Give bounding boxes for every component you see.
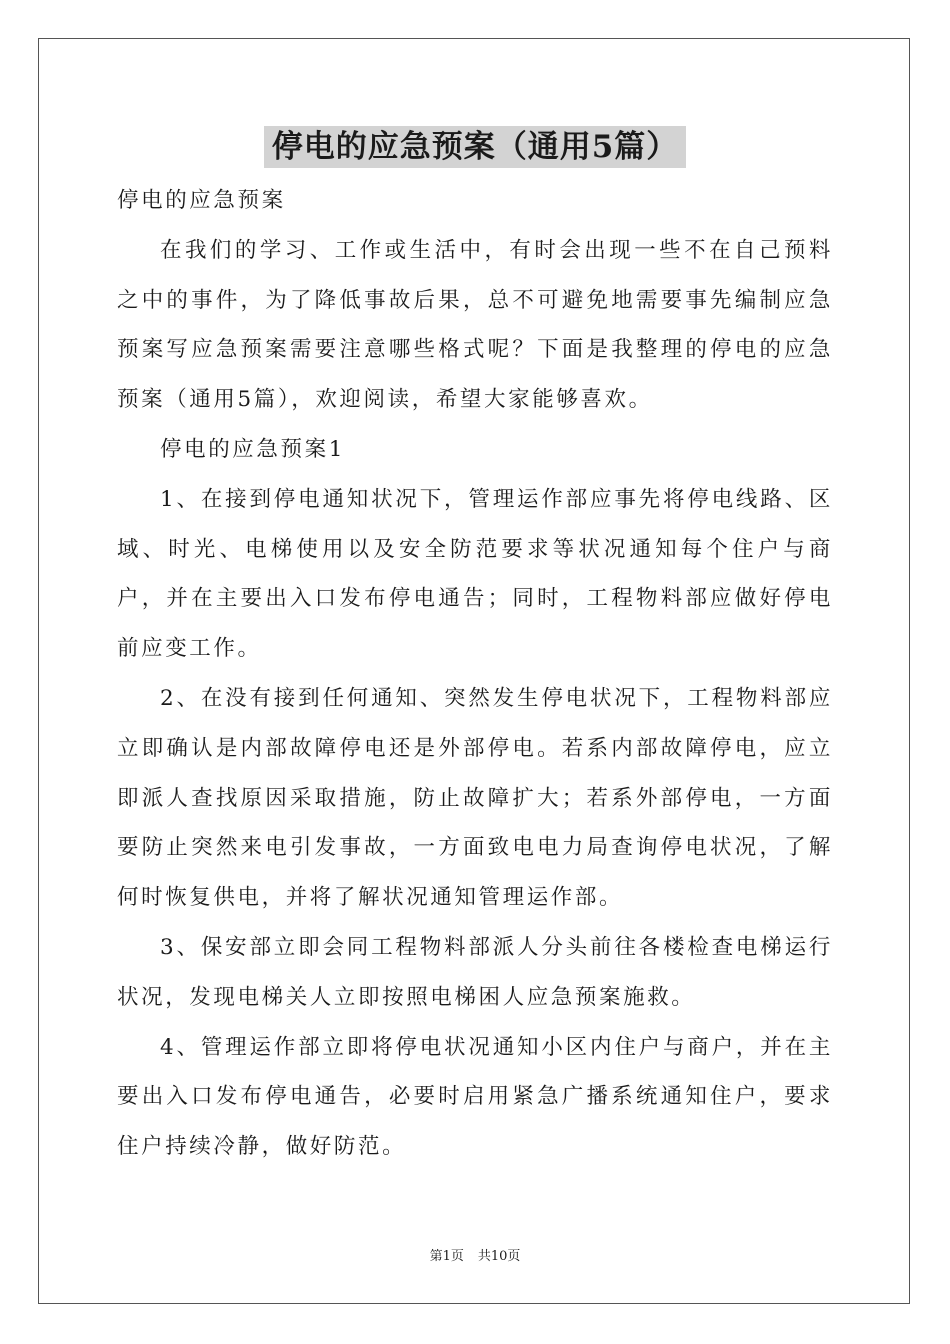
- page-footer: [0, 1248, 950, 1266]
- paragraph-item-3: 3、保安部立即会同工程物料部派人分头前往各楼检查电梯运行状况，发现电梯关人立即按照电梯困人应急预案施救。: [117, 934, 833, 1010]
- paragraph-intro: 在我们的学习、工作或生活中，有时会出现一些不在自己预料之中的事件，为了降低事故后果，总不可避免地需要事先编制应急预案写应急预案需要注意哪些格式呢？下面是我整理的停电的应急预案（通用5篇），欢迎阅读，希望大家能够喜欢。: [117, 237, 833, 413]
- paragraph-item-1: 1、在接到停电通知状况下，管理运作部应事先将停电线路、区域、时光、电梯使用以及安全防范要求等状况通知每个住户与商户，并在主要出入口发布停电通告；同时，工程物料部应做好停电前应变工作。: [117, 486, 833, 662]
- page-number: 第1页: [429, 1249, 464, 1264]
- paragraph-item-2: 2、在没有接到任何通知、突然发生停电状况下，工程物料部应立即确认是内部故障停电还是外部停电。若系内部故障停电，应立即派人查找原因采取措施，防止故障扩大；若系外部停电，一方面要防止突然来电引发事故，一方面致电电力局查询停电状况，了解何时恢复供电，并将了解状况通知管理运作部。: [117, 685, 833, 911]
- section-heading: 停电的应急预案1: [160, 436, 345, 462]
- page-total: 共10页: [477, 1249, 521, 1264]
- document-subtitle: 停电的应急预案: [117, 188, 286, 213]
- paragraph-item-4: 4、管理运作部立即将停电状况通知小区内住户与商户，并在主要出入口发布停电通告，必要时启用紧急广播系统通知住户，要求住户持续冷静，做好防范。: [117, 1034, 833, 1160]
- document-body: [117, 176, 833, 1172]
- title-container: [0, 126, 950, 168]
- document-title: 停电的应急预案（通用5篇）: [264, 126, 687, 168]
